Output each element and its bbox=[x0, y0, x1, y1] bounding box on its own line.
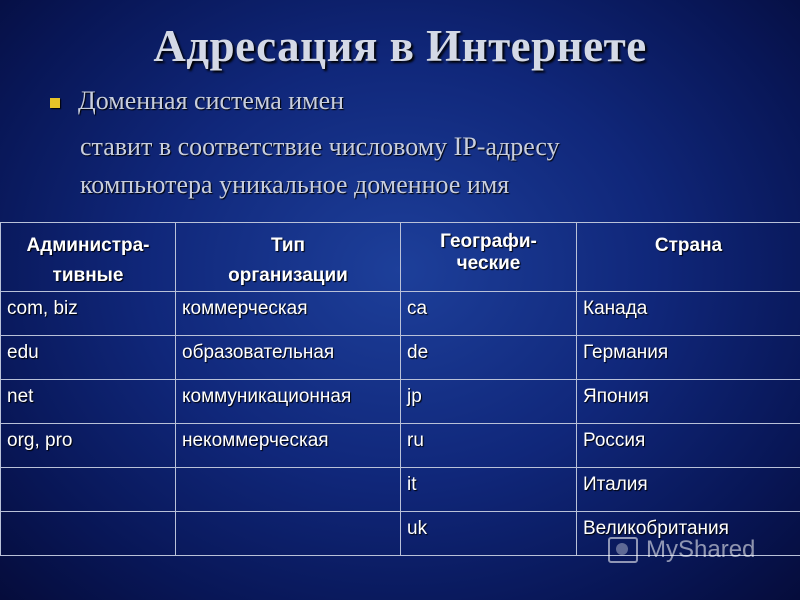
table-row bbox=[1, 468, 800, 512]
table-row bbox=[1, 336, 800, 380]
cell-country-code: uk bbox=[401, 512, 577, 556]
cell-admin-domain: com, biz bbox=[1, 292, 176, 336]
header-line: Географи- bbox=[440, 231, 537, 252]
cell-organization-type bbox=[176, 468, 401, 512]
header-organization-type bbox=[176, 223, 401, 292]
cell-admin-domain bbox=[1, 468, 176, 512]
cell-organization-type: образовательная bbox=[176, 336, 401, 380]
table-header-row bbox=[1, 223, 800, 292]
cell-admin-domain: net bbox=[1, 380, 176, 424]
cell-admin-domain: edu bbox=[1, 336, 176, 380]
table-row bbox=[1, 380, 800, 424]
bullet-text: Доменная система имен bbox=[78, 86, 345, 115]
table-row bbox=[1, 292, 800, 336]
cell-admin-domain: org, pro bbox=[1, 424, 176, 468]
description-line: компьютера уникальное доменное имя bbox=[80, 170, 510, 199]
cell-admin-domain bbox=[1, 512, 176, 556]
cell-organization-type: коммерческая bbox=[176, 292, 401, 336]
table-row bbox=[1, 424, 800, 468]
header-country bbox=[577, 223, 800, 292]
header-line: ческие bbox=[456, 253, 521, 274]
cell-organization-type: некоммерческая bbox=[176, 424, 401, 468]
header-line: Страна bbox=[654, 235, 723, 256]
watermark bbox=[608, 536, 755, 564]
cell-country-code: ru bbox=[401, 424, 577, 468]
cell-country-code: it bbox=[401, 468, 577, 512]
cell-country: Россия bbox=[577, 424, 800, 468]
slide-title: Адресация в Интернете bbox=[153, 21, 647, 71]
bullet-item bbox=[50, 86, 344, 116]
cell-country: Япония bbox=[577, 380, 800, 424]
header-geographic bbox=[401, 223, 577, 292]
cell-country-code: ca bbox=[401, 292, 577, 336]
header-line: тивные bbox=[52, 265, 124, 286]
header-line: Администра- bbox=[26, 235, 150, 256]
header-administrative bbox=[1, 223, 176, 292]
cell-organization-type bbox=[176, 512, 401, 556]
cell-country-code: de bbox=[401, 336, 577, 380]
square-bullet-icon bbox=[50, 98, 60, 108]
cell-country: Канада bbox=[577, 292, 800, 336]
presentation-logo-icon bbox=[608, 537, 638, 563]
cell-country: Германия bbox=[577, 336, 800, 380]
watermark-text: MyShared bbox=[646, 536, 756, 563]
domain-table bbox=[0, 222, 800, 556]
cell-country: Великобритания bbox=[577, 512, 800, 556]
description-line: ставит в соответствие числовому IP-адресу bbox=[80, 132, 560, 161]
cell-country: Италия bbox=[577, 468, 800, 512]
cell-organization-type: коммуникационная bbox=[176, 380, 401, 424]
description bbox=[80, 128, 760, 204]
header-line: Тип bbox=[270, 235, 306, 256]
header-line: организации bbox=[228, 265, 348, 286]
cell-country-code: jp bbox=[401, 380, 577, 424]
